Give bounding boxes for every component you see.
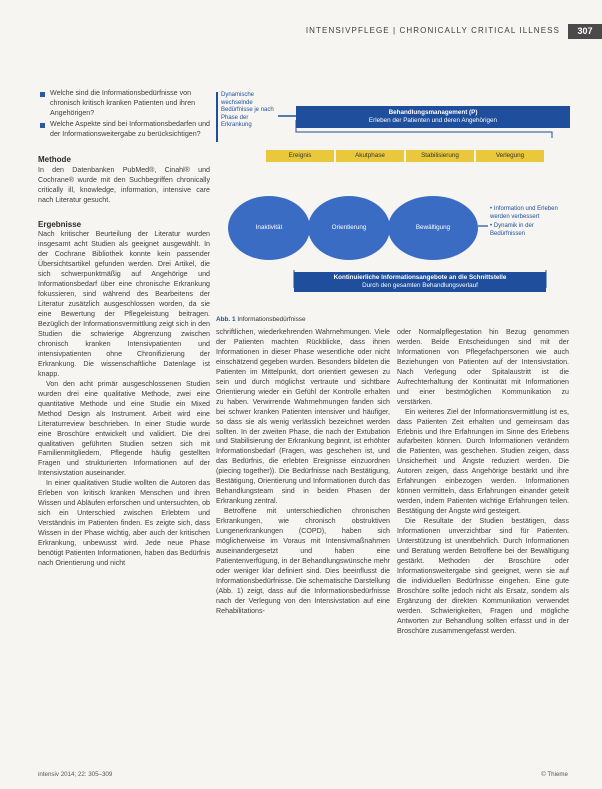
body-paragraph: Ein weiteres Ziel der Informationsvermittlung ist es, dass Patienten Zeit erhalten und gemeinsam das Erlebnis und Ihre Erfahrungen im Sinne des Erlebens aufarbeiten können. Durch Informationen verändern die Patienten, was geschehen. Studien zeigen, dass Unsicherheit und Ängste reduziert werden. Die Autoren zeigen, dass Angehörige bestärkt und ihre Erfahrungen einbezogen werden. Informationen können vermitteln, dass Erfahrungen einander geteilt werden, indem Patienten wichtige Erfahrungen teilen. Bestätigung der Ängste wird gesteigert. — [397, 407, 569, 516]
column-middle — [216, 328, 390, 617]
page-number: 307 — [568, 24, 602, 39]
phase-box: Ereignis — [266, 150, 334, 162]
figure-information-needs — [216, 88, 570, 316]
results-paragraph: In einer qualitativen Studie wollten die Autoren das Erleben von kritisch kranken Menschen und ihren Wissen und Abläufen erforschen und untersuchten, ob sich ein Unterschied zwischen Erlebtem und Verständnis im Patienten finden. Es zeigte sich, dass Wissen in der Phase wichtig, aber auch der kritischen Erkrankung, unbewusst wird. Jede neue Phase benötigt Patienten Informationen, haben das Bedürfnis nach Orientierung und nicht — [38, 479, 210, 567]
legend-box: Dynamische wechselnde Bedürfnisse je nach Phase der Erkrankung — [216, 92, 279, 142]
stage-ellipse: Orientierung — [308, 196, 390, 260]
phase-box: Verlegung — [476, 150, 544, 162]
phase-box: Stabilisierung — [406, 150, 474, 162]
research-questions — [38, 89, 210, 140]
top-bar-subtitle: Erleben der Patienten und deren Angehörigen — [368, 117, 498, 124]
bottom-bar-title: Kontinuierliche Informationsangebote an die Schnittstelle — [333, 274, 507, 281]
results-heading: Ergebnisse — [38, 219, 82, 229]
running-title: INTENSIVPFLEGE | CHRONICALLY CRITICAL ILLNESS — [305, 26, 560, 35]
top-bar-title: Behandlungsmanagement (P) — [388, 109, 478, 116]
outcome-item: • Information und Erleben werden verbessert — [490, 206, 558, 220]
question-item: Welche Aspekte sind bei Informationsbedarfen und der Informationsweitergabe zu berücksichtigen? — [38, 120, 210, 140]
phase-box: Akutphase — [336, 150, 404, 162]
outcome-item: • Dynamik in der Bedürfnissen — [490, 223, 534, 237]
body-paragraph: oder Normalpflegestation hin Bezug genommen werden. Beide Entscheidungen sind mit der Informationen von Pflegefachpersonen wie auch Beziehungen von Patienten auf der Intensivstation. Nach Verlegung oder Spitalaustritt ist die Aufrechterhaltung der Kontinuität mit Informationen und einer bestmöglichen Kommunikation zu verstärken. — [397, 328, 569, 406]
body-paragraph: Betroffene mit unterschiedlichen chronischen Erkrankungen, wie chronisch obstruktiven Lungenerkrankungen (COPD), haben sich möglicherweise im Voraus mit Intensivmaßnahmen auseinandergesetzt und haben eine Patientenverfügung, in der Behandlungswünsche mehr oder weniger klar definiert sind. Dies beeinflusst die Informationsbedürfnisse. Die schematische Darstellung (Abb. 1) zeigt, dass auf die Informationsbedürfnisse nach der Verlegung von den Intensivstation auf eine Rehabilitations- — [216, 507, 390, 615]
top-bar — [296, 106, 570, 128]
methods-text: In den Datenbanken PubMed®, Cinahl® und Cochrane® wurde mit den Suchbegriffen chronically critically ill, knowledge, information, intensive care nach Literatur gesucht. — [38, 165, 210, 204]
stage-ellipse: Bewältigung — [388, 196, 478, 260]
figure-caption: Abb. 1 Informationsbedürfnisse — [216, 316, 306, 323]
results-paragraph: Nach kritischer Beurteilung der Literatur wurden insgesamt acht Studien als geeignet ausgewählt. In der Cochrane Bibliothek konnte kein passender Übersichtsartikel gefunden werden. Drei Artikel, die sich schwerpunktmäßig auf Angehörige und Informationsbedarf über eine chronische Erkrankung fokussieren, sind während des Bearbeitens der Literatur zusätzlich ausgeschlossen worden, da sie eine Bewertung der Pflegeleistung beitragen. Bezüglich der Informationsvermittlung zeigt sich in den Studien die schwierige Abgrenzung zwischen chronisch kranken Intensivpatienten und intensivpatienten ohne Chronifizierung der Erkrankung. Die wissenschaftliche Datenlage ist knapp. — [38, 230, 210, 378]
footer-publisher: © Thieme — [541, 771, 568, 778]
column-left — [38, 89, 210, 569]
bottom-bar — [294, 272, 546, 292]
bottom-bar-subtitle: Durch den gesamten Behandlungsverlauf — [362, 282, 478, 289]
page-header — [0, 24, 602, 42]
footer-citation: intensiv 2014; 22: 305–309 — [38, 771, 113, 778]
question-item: Welche sind die Informationsbedürfnisse von chronisch kritisch kranken Patienten und ihren Angehörigen? — [38, 89, 210, 119]
body-paragraph: schriftlichen, wiederkehrenden Wahrnehmungen. Viele der Patienten machten Rückblicke, dass ihnen Informationen in dieser Phase wesentliche oder nicht einschätzend gegeben wurden. Besonders bildeten die Patienten im Mittelpunkt, dort orientiert gewesen zu sein und durch möglichst vertraute und sichtbare Orientierung wieder ein Gefühl der Kontrolle erhalten zu haben. Verwirrende Wahrnehmungen fanden sich bei schwer kranken Patienten intensiver und häufiger, so dass sie als wenig verlässlich bezeichnet werden sollten. In der zweiten Phase, die nach der Extubation und Stabilisierung der Erkrankung beginnt, ist erhöhter Informationsbedarf (Fragen, was geschehen ist, und das Bedürfnis, die erlebten Ereignisse einzuordnen (piecing together)). Die Bedürfnisse nach Bestätigung, Bestätigung, Orientierung und Informationen durch das Behandlungsteam sind in beiden Phasen der Erkrankung zentral. — [216, 328, 390, 506]
outcome-list — [490, 206, 568, 238]
results-paragraph: Von den acht primär ausgeschlossenen Studien wurden drei eine qualitative Methode, zwei eine quantitative Methode und eine Studie ein Mixed Method Design als Instrument. Arbeit wird eine Literaturreview beschrieben. In einer Studie wurde eine Broschüre entwickelt und validiert. Die drei qualitativen geführten Studien setzen sich mit Familienmitgliedern, Pflegende häufig gestellten Fragen und strukturierten Informationen auf der Intensivstation auseinander. — [38, 379, 210, 478]
methods-heading: Methode — [38, 154, 71, 164]
body-paragraph: Die Resultate der Studien bestätigen, dass Informationen unverzichtbar sind für Patienten. Unterstützung ist unentbehrlich. Durch Informationen und Beratung werden Betroffene bei der Bewältigung gestärkt. Methoden der Broschüre oder Informationsweitergabe sind geeignet, wenn sie auf die individuellen Bedürfnisse eingehen. Eine gute Broschüre sollte jedoch nicht als Ersatz, sondern als Ergänzung der direkten Kommunikation verwendet werden. Schwierigkeiten, Fragen und mögliche Antworten zur Behandlung sollten erfasst und in der Broschüre zusammengefasst werden. — [397, 517, 569, 635]
column-right — [397, 328, 569, 637]
stage-ellipse: Inaktivität — [228, 196, 310, 260]
